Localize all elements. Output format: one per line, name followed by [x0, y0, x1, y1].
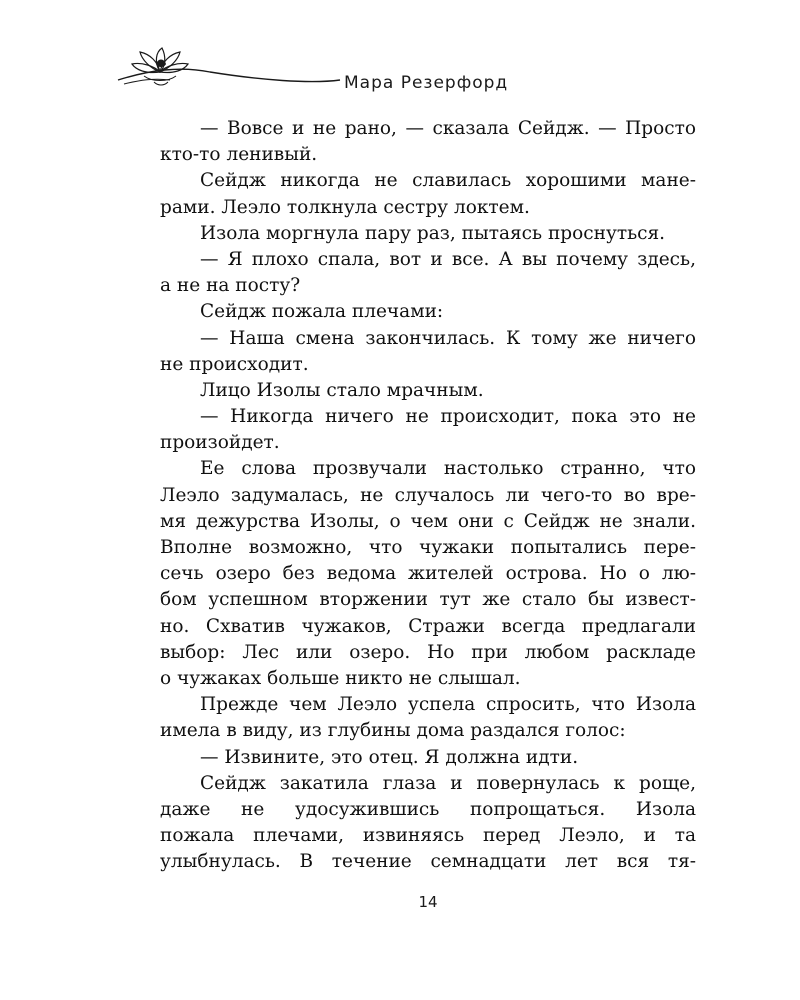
text-line: кто-то ленивый. — [160, 144, 318, 166]
text-line: произойдет. — [160, 432, 280, 454]
book-page-text — [160, 116, 696, 875]
text-line: даже не удосужившись попрощаться. Изола — [160, 798, 696, 820]
text-line: — Извините, это отец. Я должна идти. — [200, 746, 579, 768]
text-line: Сейдж закатила глаза и повернулась к роще, — [200, 772, 696, 794]
text-line: рами. Леэло толкнула сестру локтем. — [160, 196, 530, 218]
text-line: пожала плечами, извиняясь перед Леэло, и та — [160, 825, 696, 847]
text-line: Сейдж никогда не славилась хорошими мане- — [200, 170, 696, 192]
text-line: но. Схватив чужаков, Стражи всегда предлагали — [160, 615, 696, 637]
text-line: а не на посту? — [160, 275, 301, 297]
text-line: не происходит. — [160, 353, 309, 375]
text-line: Сейдж пожала плечами: — [200, 301, 444, 323]
page-number: 14 — [418, 893, 438, 911]
running-header — [110, 40, 730, 110]
text-line: Вполне возможно, что чужаки попытались пере- — [160, 537, 696, 558]
text-line: Изола моргнула пару раз, пытаясь проснуться. — [200, 222, 666, 244]
text-line: Лицо Изолы стало мрачным. — [200, 379, 484, 401]
text-line: Прежде чем Леэло успела спросить, что Изола — [200, 694, 696, 716]
text-line: улыбнулась. В течение семнадцати лет вся тя- — [160, 851, 696, 873]
text-line: Ее слова прозвучали настолько странно, что — [200, 458, 696, 480]
text-line: выбор: Лес или озеро. Но при любом раскладе — [160, 641, 696, 663]
text-line: — Я плохо спала, вот и все. А вы почему здесь, — [200, 248, 696, 270]
text-line: бом успешном вторжении тут же стало бы извест- — [160, 589, 696, 611]
text-line: — Вовсе и не рано, — сказала Сейдж. — Просто — [200, 118, 696, 139]
text-line: мя дежурства Изолы, о чем они с Сейдж не знали. — [160, 510, 696, 532]
text-line: — Никогда ничего не происходит, пока это не — [200, 406, 696, 428]
text-line: сечь озеро без ведома жителей острова. Но о лю- — [160, 563, 696, 585]
text-line: о чужаках больше никто не слышал. — [160, 667, 521, 689]
text-line: имела в виду, из глубины дома раздался голос: — [160, 720, 626, 742]
text-line: — Наша смена закончилась. К тому же ничего — [200, 327, 696, 349]
text-line: Леэло задумалась, не случалось ли чего-то во вре- — [160, 484, 696, 506]
author-name: Мара Резерфорд — [344, 73, 509, 93]
